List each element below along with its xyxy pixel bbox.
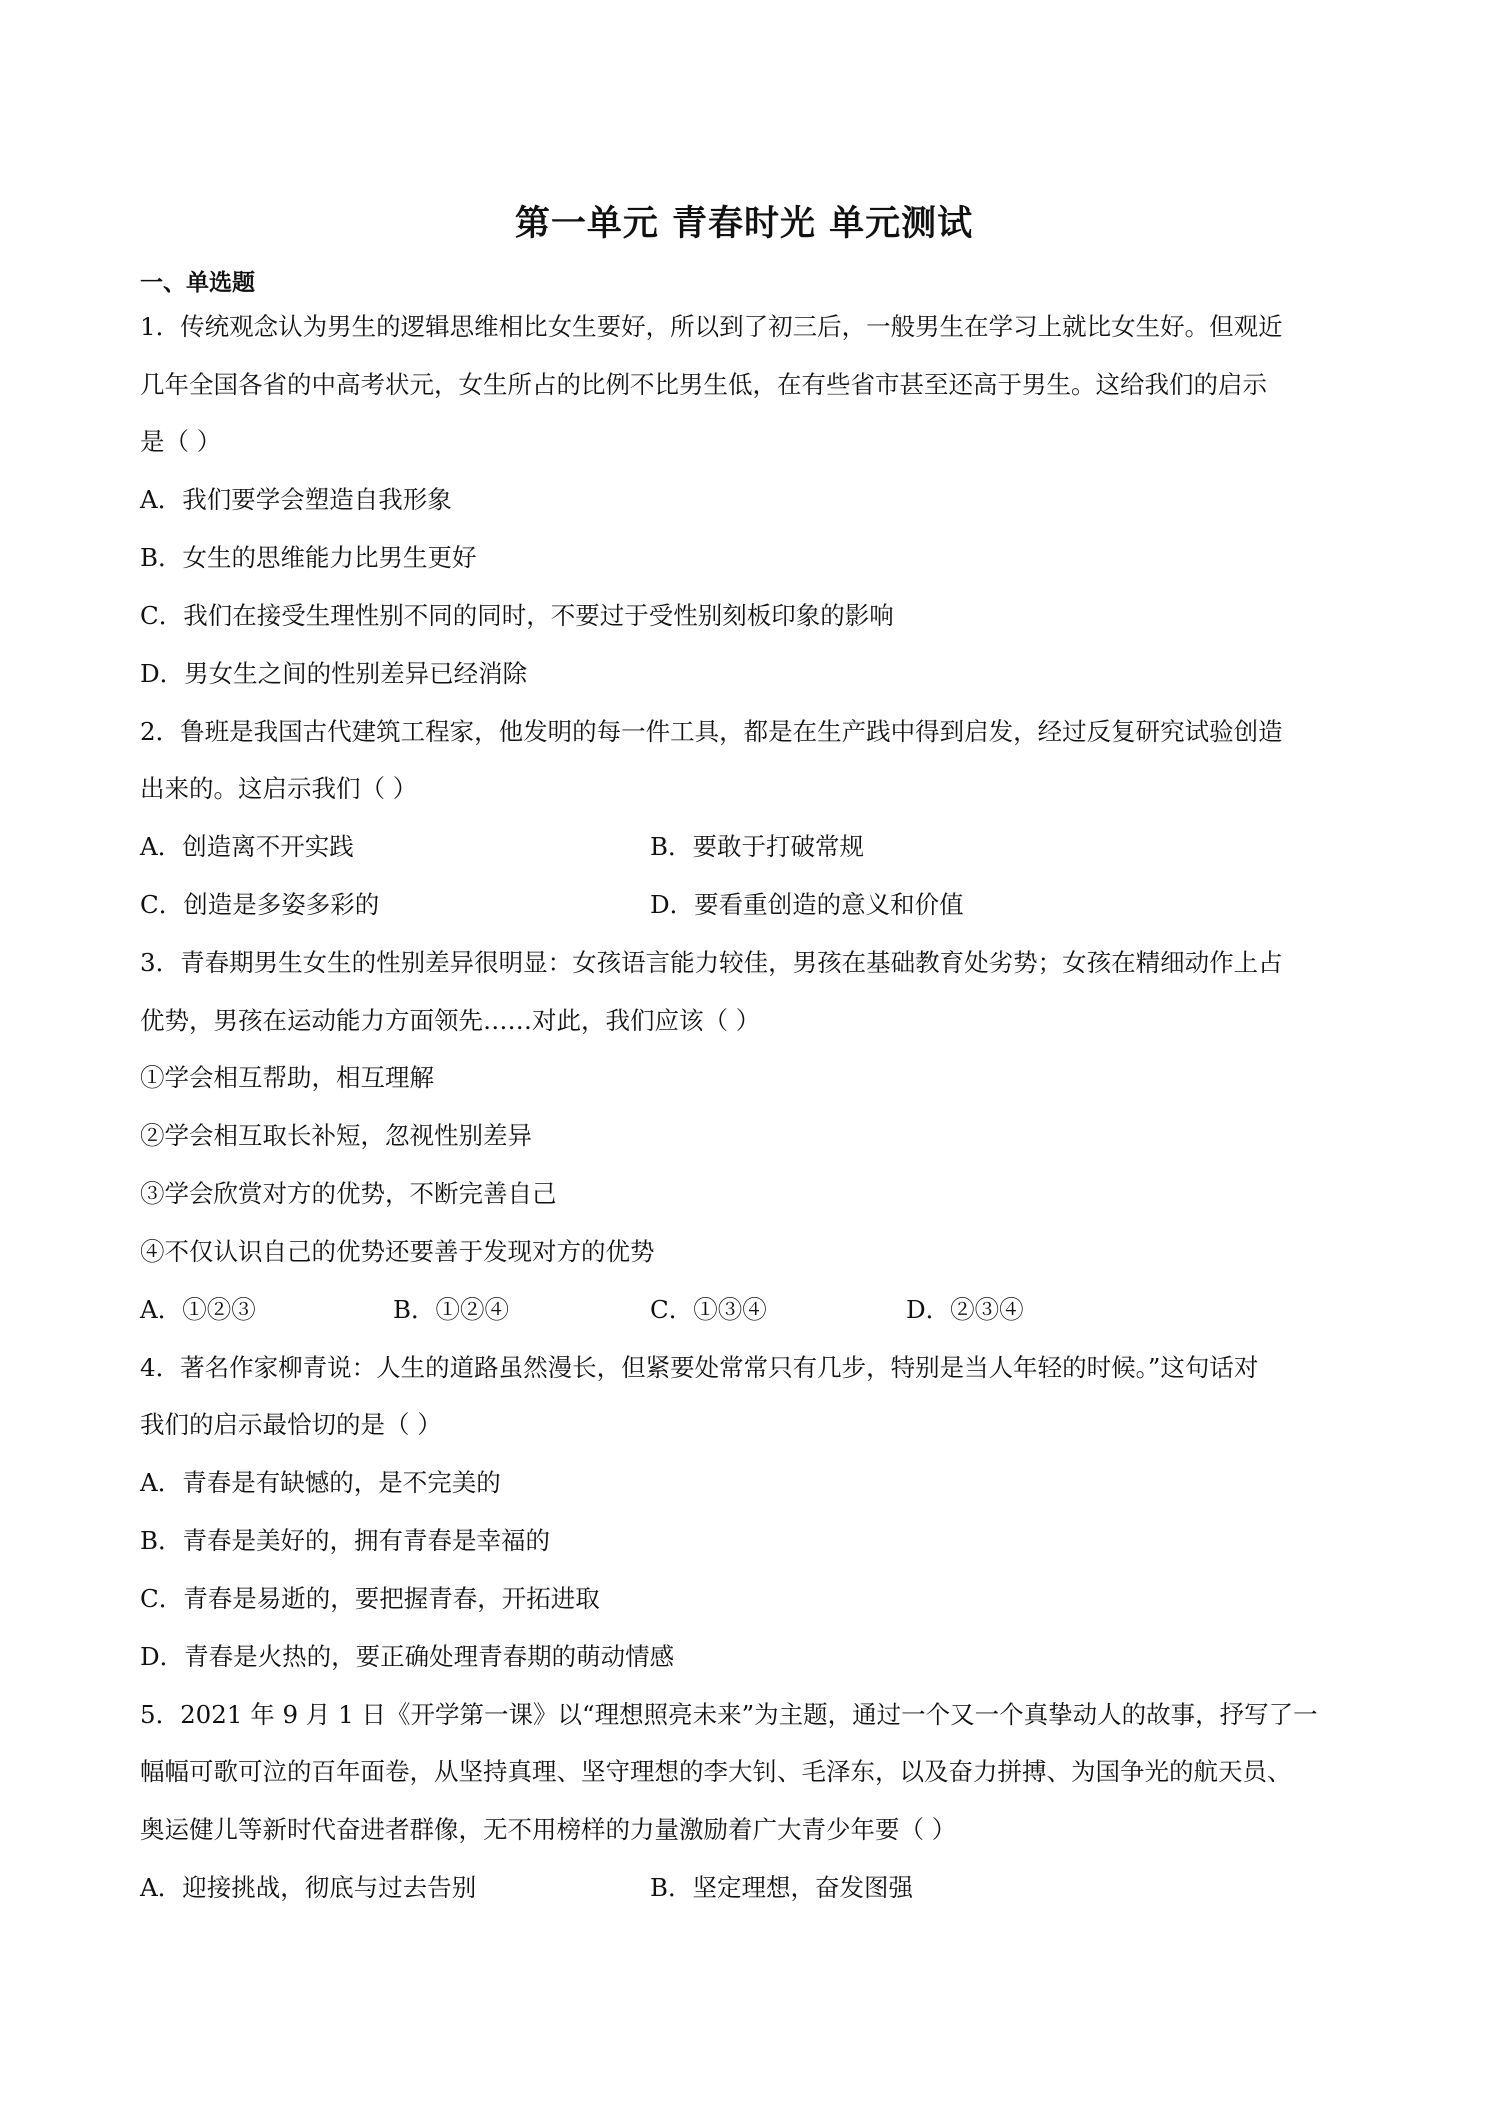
page-title: 第一单元 青春时光 单元测试	[514, 203, 974, 244]
q3-option-a: A．①②③	[140, 1295, 256, 1324]
q4-option-a: A．青春是有缺憾的，是不完美的	[140, 1468, 501, 1497]
q3-stem-line: 3．青春期男生女生的性别差异很明显：女孩语言能力较佳，男孩在基础教育处劣势；女孩在精细动作上占	[140, 948, 1283, 977]
q3-option-d: D．②③④	[906, 1295, 1024, 1324]
q4-option-c: C．青春是易逝的，要把握青春，开拓进取	[140, 1584, 600, 1613]
q2-option-d: D．要看重创造的意义和价值	[650, 890, 964, 919]
q3-statement-1: ①学会相互帮助，相互理解	[140, 1063, 434, 1092]
q2-option-c: C．创造是多姿多彩的	[140, 890, 380, 919]
q1-option-a: A．我们要学会塑造自我形象	[140, 485, 452, 514]
q4-option-d: D．青春是火热的，要正确处理青春期的萌动情感	[140, 1642, 675, 1671]
q3-statement-4: ④不仅认识自己的优势还要善于发现对方的优势	[140, 1237, 655, 1266]
q3-statement-2: ②学会相互取长补短，忽视性别差异	[140, 1121, 532, 1150]
q4-option-b: B．青春是美好的，拥有青春是幸福的	[140, 1526, 551, 1555]
q2-option-b: B．要敢于打破常规	[650, 832, 865, 861]
q1-option-b: B．女生的思维能力比男生更好	[140, 543, 477, 572]
q4-stem-line: 4．著名作家柳青说：人生的道路虽然漫长，但紧要处常常只有几步，特别是当人年轻的时候。”这句话对	[140, 1353, 1259, 1382]
q5-option-a: A．迎接挑战，彻底与过去告别	[140, 1873, 477, 1902]
q3-statement-3: ③学会欣赏对方的优势，不断完善自己	[140, 1179, 557, 1208]
q2-option-a: A．创造离不开实践	[140, 832, 354, 861]
q5-stem-line: 幅幅可歌可泣的百年面卷，从坚持真理、坚守理想的李大钊、毛泽东，以及奋力拼搏、为国争光的航天员、	[140, 1757, 1292, 1786]
q1-option-d: D．男女生之间的性别差异已经消除	[140, 659, 528, 688]
q3-option-c: C．①③④	[650, 1295, 767, 1324]
q4-stem-line: 我们的启示最恰切的是（ ）	[140, 1410, 442, 1439]
q3-option-b: B．①②④	[393, 1295, 510, 1324]
q2-stem-line: 2．鲁班是我国古代建筑工程家，他发明的每一件工具，都是在生产践中得到启发，经过反复研究试验创造	[140, 717, 1283, 746]
q1-stem-line: 是（ ）	[140, 427, 222, 456]
q1-option-c: C．我们在接受生理性别不同的同时，不要过于受性别刻板印象的影响	[140, 601, 894, 630]
q1-stem-line: 几年全国各省的中高考状元，女生所占的比例不比男生低，在有些省市甚至还高于男生。这给我们的启示	[140, 370, 1267, 399]
q5-option-b: B．坚定理想，奋发图强	[650, 1873, 914, 1902]
q3-stem-line: 优势，男孩在运动能力方面领先……对此，我们应该（ ）	[140, 1006, 761, 1035]
q1-stem-line: 1．传统观念认为男生的逻辑思维相比女生要好，所以到了初三后，一般男生在学习上就比女生好。但观近	[140, 312, 1283, 341]
q2-stem-line: 出来的。这启示我们（ ）	[140, 774, 418, 803]
q5-stem-line: 奥运健儿等新时代奋进者群像，无不用榜样的力量激励着广大青少年要（ ）	[140, 1815, 957, 1844]
q5-stem-line: 5．2021 年 9 月 1 日《开学第一课》以“理想照亮未来”为主题，通过一个又一个真挚动人的故事，抒写了一	[140, 1700, 1318, 1729]
section-heading: 一、单选题	[140, 269, 255, 296]
